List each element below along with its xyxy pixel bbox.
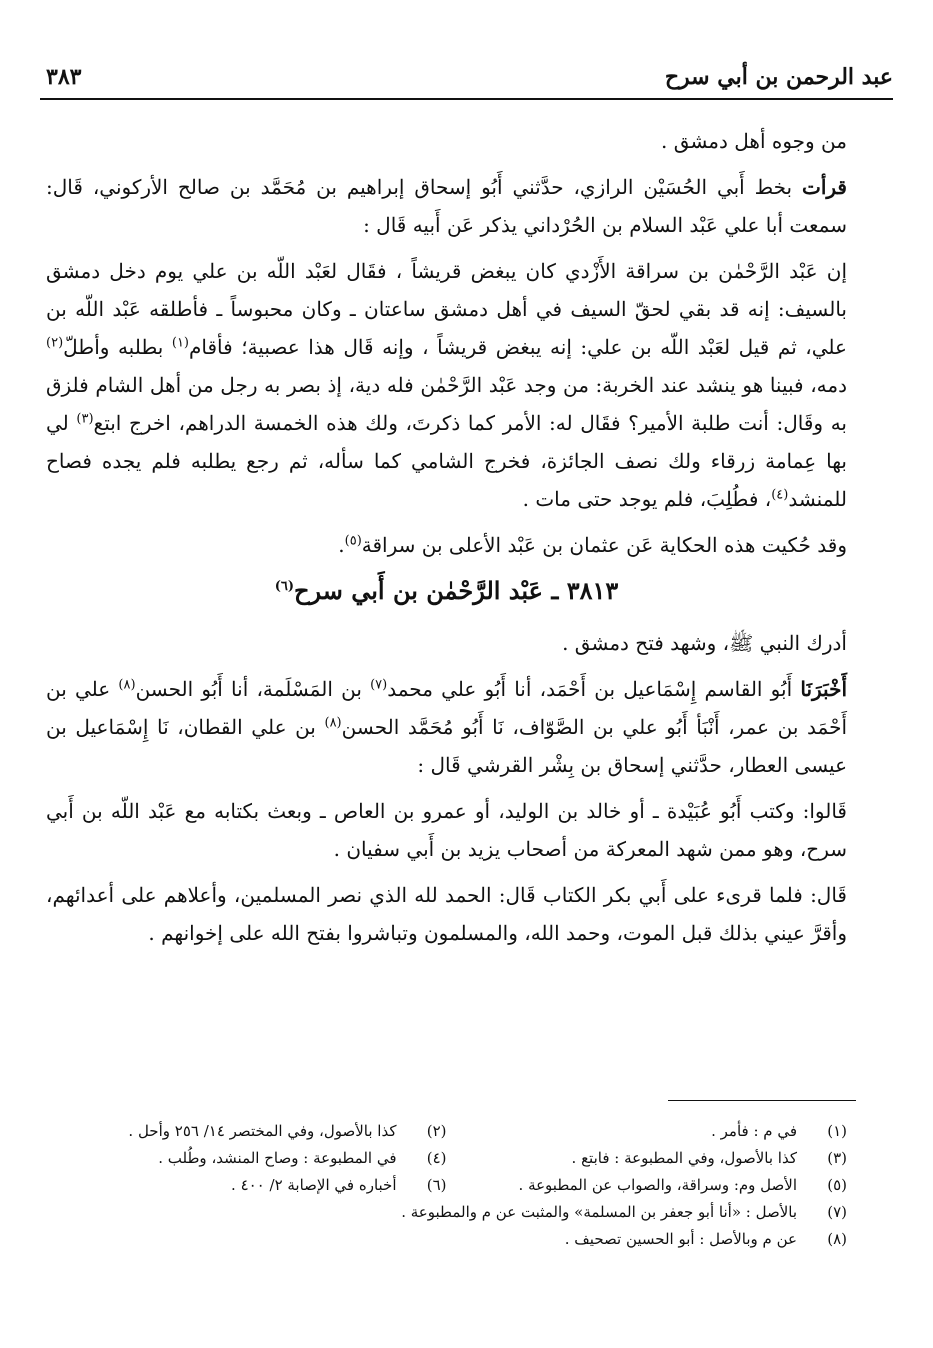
paragraph — [46, 670, 847, 784]
paragraph-text: . — [338, 533, 345, 557]
footnote-number: (٤) — [426, 1149, 447, 1167]
paragraph-text: علي بن أَحْمَد بن عمر، أَنْبَأ أَبُو علي بن الصَّوّاف، نَا أَبُو مُحَمَّد الحسن — [46, 677, 848, 739]
paragraph-text: بن المَسْلَمة، أنا أَبُو الحسن — [135, 677, 362, 701]
footnote-number: (٣) — [827, 1149, 847, 1167]
footnote-marker: (٧) — [370, 677, 388, 693]
footnote-text: في م : فأمر . — [711, 1122, 797, 1140]
footnote-text: بالأصل : «أنا أبو جعفر بن المسلمة» والمثبت عن م والمطبوعة . — [401, 1203, 797, 1221]
footnote — [46, 1118, 447, 1145]
paragraph-text: قَالوا: وكتب أَبُو عُبَيْدة ـ أو خالد بن الوليد، أو عمرو بن العاص ـ وبعث بكتابه مع عَبْد اللّه بن أَبي سرح، وهو ممن شهد المعركة من أصحاب يزيد بن أَبي سفيان . — [46, 799, 847, 861]
footnote — [447, 1145, 848, 1172]
paragraph-text: لي بها عِمامة زرقاء ولك نصف الجائزة، فخرج الشامي كما سأله، ثم رجع يطلبه فلم يجده فصاح للمنشد — [46, 411, 848, 511]
footnote-text: عن م وبالأصل : أبو الحسين تصحيف . — [564, 1230, 797, 1248]
footnote — [447, 1172, 848, 1199]
footnote-row — [46, 1226, 847, 1253]
footnote-number: (٧) — [827, 1203, 847, 1221]
paragraph — [46, 526, 847, 564]
footnote — [46, 1199, 847, 1226]
footnote-row — [46, 1118, 847, 1145]
page-header — [40, 58, 893, 100]
main-text — [46, 122, 847, 960]
footnote-marker: (٦) — [274, 579, 295, 594]
footnote-separator — [668, 1100, 856, 1101]
footnote-marker: (١) — [171, 335, 189, 351]
paragraph-text: قَال: فلما قرىء على أَبي بكر الكتاب قَال: الحمد لله الذي نصر المسلمين، وأعلاهم على أعدائهم، وأقرَّ عيني بذلك قبل الموت، وحمد الله، والمسلمون وتباشروا بفتح الله على إخوانهم . — [46, 883, 847, 945]
footnote-number: (٦) — [426, 1176, 447, 1194]
paragraph — [46, 624, 847, 662]
footnote-marker: (٥) — [344, 533, 362, 549]
paragraph — [46, 168, 847, 244]
paragraph-text: دمه، فبينا هو ينشد عند الخربة: من وجد عَبْد الرَّحْمٰن فله دية، إذ بصر به رجل من أهل الشام فلزق به وقَال: أنت طلبة الأمير؟ فقَال له: الأمر كما ذكرتَ، ولك هذه الخمسة الدراهم، اخرج ابتع — [46, 373, 847, 435]
footnote-text: الأصل وم: وسراقة، والصواب عن المطبوعة . — [518, 1176, 797, 1194]
paragraph-text: من وجوه أهل دمشق . — [661, 129, 847, 153]
footnote-number: (١) — [827, 1122, 847, 1140]
entry-title: ٣٨١٣ ـ عَبْد الرَّحْمٰن بن أَبي سرح — [294, 576, 619, 605]
paragraph-text: ، فطُلِبَ، فلم يوجد حتى مات . — [522, 487, 772, 511]
paragraph-text: أَبُو القاسم إِسْمَاعيل بن أَحْمَد، أنا أَبُو علي محمد — [387, 677, 793, 701]
footnote-row — [46, 1199, 847, 1226]
footnote-row — [46, 1172, 847, 1199]
lead-word: قرأت — [802, 175, 847, 199]
footnote-row — [46, 1145, 847, 1172]
footnote-number: (٥) — [827, 1176, 847, 1194]
paragraph-text: بطلبه وأطلّ — [63, 335, 164, 359]
footnote-text: كذا بالأصول، وفي المطبوعة : فابتع . — [571, 1149, 797, 1167]
footnote-text: أخباره في الإصابة ٢/ ٤٠٠ . — [231, 1176, 397, 1194]
paragraph-text: إن عَبْد الرَّحْمٰن بن سراقة الأَزْدي كان يبغض قريشاً ، فقَال لعَبْد اللّه بن علي يوم دخل دمشق بالسيف: إنه قد بقي لحقّ السيف في أهل دمشق ساعتان ـ وكان محبوساً ـ فأطلقه عَبْد اللّه بن علي، ثم قيل لعَبْد اللّه بن علي: إنه يبغض قريشاً ، وإنه قَال هذا عصبية؛ فأقام — [46, 259, 847, 359]
footnote-marker: (٤) — [771, 487, 789, 503]
footnote-marker: (٨) — [324, 715, 342, 731]
entry-heading — [46, 572, 847, 610]
paragraph-text: أدرك النبي ﷺ، وشهد فتح دمشق . — [562, 631, 847, 655]
footnote — [46, 1226, 847, 1253]
footnote-marker: (٨) — [118, 677, 136, 693]
footnote-number: (٢) — [426, 1122, 447, 1140]
paragraph-text: بن علي القطان، نَا إِسْمَاعيل بن عيسى العطار، حدَّثني إسحاق بن بِشْر القرشي قَال : — [46, 715, 847, 777]
footnote-text: في المطبوعة : وصاح المنشد، وطُلب . — [158, 1149, 397, 1167]
paragraph — [46, 792, 847, 868]
page-number: ٣٨٣ — [46, 64, 82, 90]
footnote-marker: (٢) — [46, 335, 64, 351]
footnote — [447, 1118, 848, 1145]
lead-word: أَخْبَرَنَا — [800, 677, 847, 701]
footnote — [46, 1145, 447, 1172]
footnote-number: (٨) — [827, 1230, 847, 1248]
paragraph — [46, 122, 847, 160]
paragraph — [46, 252, 847, 518]
footnotes — [46, 1118, 847, 1253]
footnote — [46, 1172, 447, 1199]
paragraph — [46, 876, 847, 952]
paragraph-text: وقد حُكيت هذه الحكاية عَن عثمان بن عَبْد الأعلى بن سراقة — [361, 533, 847, 557]
running-title: عبد الرحمن بن أبي سرح — [664, 64, 893, 90]
footnote-text: كذا بالأصول، وفي المختصر ١٤/ ٢٥٦ وأحل . — [128, 1122, 397, 1140]
footnote-marker: (٣) — [76, 411, 94, 427]
paragraph-text: بخط أَبي الحُسَيْن الرازي، حدَّثني أَبُو إسحاق إبراهيم بن مُحَمَّد بن صالح الأركوني، قَال: سمعت أبا علي عَبْد السلام بن الحُرْداني يذكر عَن أَبيه قَال : — [46, 175, 847, 237]
